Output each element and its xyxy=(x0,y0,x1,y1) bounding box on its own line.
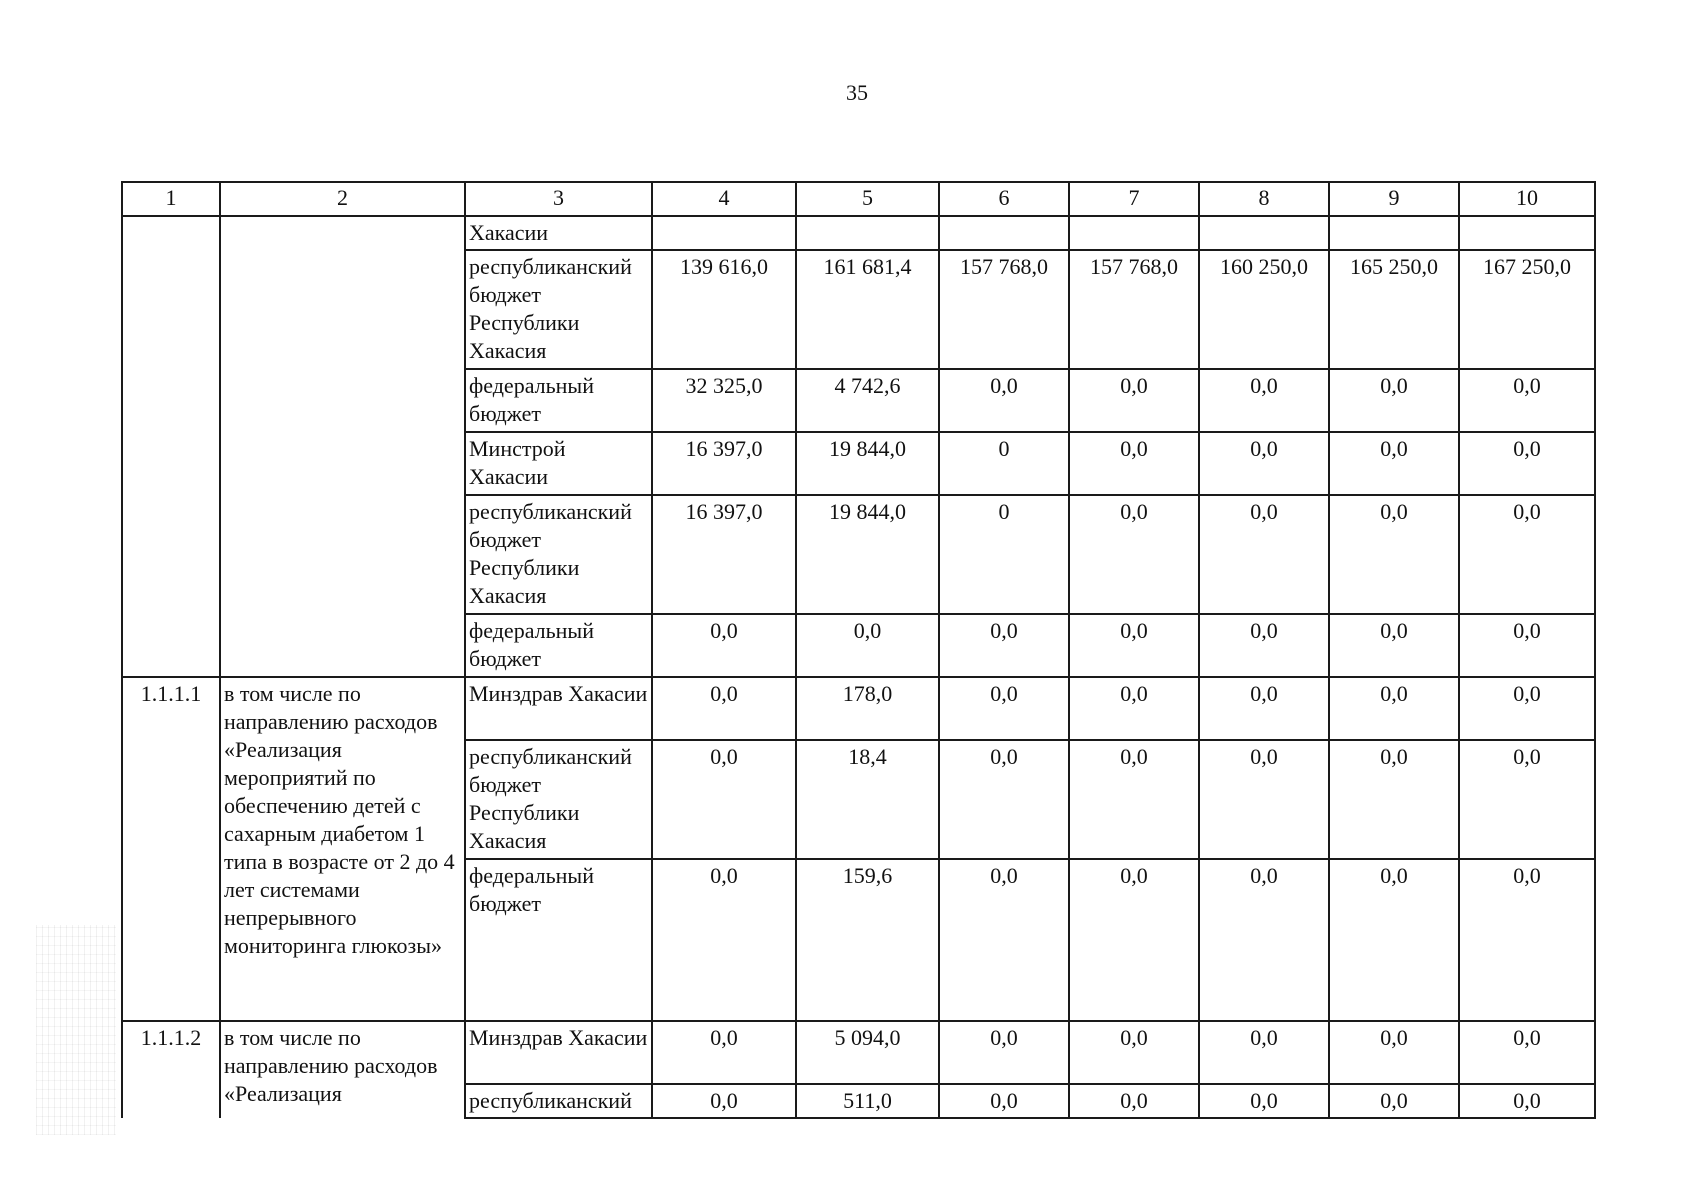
value-cell: 0,0 xyxy=(939,1084,1069,1118)
value-cell: 16 397,0 xyxy=(652,432,796,495)
item-code: 1.1.1.1 xyxy=(122,677,220,1021)
value-cell: 19 844,0 xyxy=(796,432,939,495)
value-cell: 0,0 xyxy=(652,614,796,677)
value-cell: 0,0 xyxy=(1329,495,1459,614)
value-cell: 0,0 xyxy=(1069,369,1199,432)
value-cell xyxy=(1199,216,1329,250)
value-cell: 5 094,0 xyxy=(796,1021,939,1084)
value-cell: 0,0 xyxy=(939,740,1069,859)
value-cell: 0,0 xyxy=(1459,1084,1595,1118)
value-cell: 0,0 xyxy=(1459,614,1595,677)
value-cell: 0,0 xyxy=(1199,614,1329,677)
value-cell: 0 xyxy=(939,495,1069,614)
source-cell: республиканский xyxy=(465,1084,652,1118)
source-cell: республиканский бюджет Республики Хакасия xyxy=(465,740,652,859)
value-cell: 0 xyxy=(939,432,1069,495)
source-cell: федеральный бюджет xyxy=(465,614,652,677)
header-cell: 5 xyxy=(796,182,939,216)
value-cell xyxy=(1329,216,1459,250)
value-cell: 0,0 xyxy=(1069,432,1199,495)
value-cell: 0,0 xyxy=(1459,1021,1595,1084)
value-cell: 0,0 xyxy=(1329,614,1459,677)
value-cell: 0,0 xyxy=(652,1084,796,1118)
value-cell: 0,0 xyxy=(1459,495,1595,614)
value-cell: 0,0 xyxy=(1329,1084,1459,1118)
value-cell: 0,0 xyxy=(1459,740,1595,859)
value-cell: 157 768,0 xyxy=(939,250,1069,369)
budget-table xyxy=(121,181,1596,1119)
value-cell: 32 325,0 xyxy=(652,369,796,432)
value-cell: 0,0 xyxy=(1069,614,1199,677)
header-cell: 8 xyxy=(1199,182,1329,216)
value-cell: 139 616,0 xyxy=(652,250,796,369)
item-code: 1.1.1.2 xyxy=(122,1021,220,1118)
value-cell: 18,4 xyxy=(796,740,939,859)
value-cell: 157 768,0 xyxy=(1069,250,1199,369)
code-cell xyxy=(122,216,220,677)
item-description: в том числе по направлению расходов «Реализация xyxy=(220,1021,465,1118)
value-cell: 0,0 xyxy=(1199,740,1329,859)
value-cell: 0,0 xyxy=(1329,1021,1459,1084)
value-cell: 0,0 xyxy=(1069,859,1199,1021)
value-cell: 0,0 xyxy=(1069,677,1199,740)
page-number: 35 xyxy=(846,80,868,105)
value-cell: 0,0 xyxy=(1329,740,1459,859)
value-cell: 167 250,0 xyxy=(1459,250,1595,369)
header-cell: 2 xyxy=(220,182,465,216)
value-cell: 0,0 xyxy=(1069,740,1199,859)
value-cell: 0,0 xyxy=(939,1021,1069,1084)
value-cell: 0,0 xyxy=(1069,1084,1199,1118)
value-cell: 0,0 xyxy=(1069,495,1199,614)
value-cell: 0,0 xyxy=(1199,369,1329,432)
table-row xyxy=(122,216,1595,250)
scan-artifact xyxy=(36,925,116,1135)
value-cell xyxy=(652,216,796,250)
source-cell: Минздрав Хакасии xyxy=(465,677,652,740)
value-cell: 0,0 xyxy=(652,677,796,740)
value-cell: 0,0 xyxy=(1069,1021,1199,1084)
value-cell: 0,0 xyxy=(1459,432,1595,495)
value-cell: 0,0 xyxy=(1199,859,1329,1021)
value-cell: 178,0 xyxy=(796,677,939,740)
value-cell: 0,0 xyxy=(1459,677,1595,740)
value-cell: 0,0 xyxy=(1199,677,1329,740)
value-cell: 0,0 xyxy=(939,614,1069,677)
value-cell: 0,0 xyxy=(1329,677,1459,740)
item-description: в том числе по направлению расходов «Реализация мероприятий по обеспечению детей с сахарным диабетом 1 типа в возрасте от 2 до 4 лет системами непрерывного мониторинга глюкозы» xyxy=(220,677,465,1021)
value-cell: 0,0 xyxy=(1199,495,1329,614)
source-cell: республиканский бюджет Республики Хакасия xyxy=(465,250,652,369)
table-row xyxy=(122,677,1595,740)
value-cell: 165 250,0 xyxy=(1329,250,1459,369)
header-cell: 9 xyxy=(1329,182,1459,216)
value-cell: 0,0 xyxy=(1329,859,1459,1021)
value-cell: 0,0 xyxy=(939,677,1069,740)
source-cell: Минздрав Хакасии xyxy=(465,1021,652,1084)
value-cell xyxy=(796,216,939,250)
source-cell: Хакасии xyxy=(465,216,652,250)
value-cell: 159,6 xyxy=(796,859,939,1021)
header-cell: 1 xyxy=(122,182,220,216)
value-cell: 0,0 xyxy=(1459,369,1595,432)
value-cell xyxy=(939,216,1069,250)
source-cell: Минстрой Хакасии xyxy=(465,432,652,495)
header-cell: 6 xyxy=(939,182,1069,216)
value-cell: 0,0 xyxy=(1459,859,1595,1021)
value-cell xyxy=(1459,216,1595,250)
value-cell xyxy=(1069,216,1199,250)
value-cell: 161 681,4 xyxy=(796,250,939,369)
source-cell: федеральный бюджет xyxy=(465,859,652,1021)
value-cell: 4 742,6 xyxy=(796,369,939,432)
header-cell: 4 xyxy=(652,182,796,216)
value-cell: 0,0 xyxy=(939,859,1069,1021)
description-cell xyxy=(220,216,465,677)
value-cell: 0,0 xyxy=(1329,369,1459,432)
value-cell: 0,0 xyxy=(1199,1084,1329,1118)
header-row xyxy=(122,182,1595,216)
value-cell: 0,0 xyxy=(939,369,1069,432)
header-cell: 10 xyxy=(1459,182,1595,216)
source-cell: республиканский бюджет Республики Хакасия xyxy=(465,495,652,614)
value-cell: 0,0 xyxy=(652,740,796,859)
value-cell: 0,0 xyxy=(652,1021,796,1084)
value-cell: 160 250,0 xyxy=(1199,250,1329,369)
value-cell: 0,0 xyxy=(796,614,939,677)
value-cell: 511,0 xyxy=(796,1084,939,1118)
value-cell: 16 397,0 xyxy=(652,495,796,614)
source-cell: федеральный бюджет xyxy=(465,369,652,432)
table-row xyxy=(122,1021,1595,1084)
value-cell: 0,0 xyxy=(652,859,796,1021)
header-cell: 3 xyxy=(465,182,652,216)
value-cell: 0,0 xyxy=(1329,432,1459,495)
value-cell: 0,0 xyxy=(1199,1021,1329,1084)
value-cell: 19 844,0 xyxy=(796,495,939,614)
header-cell: 7 xyxy=(1069,182,1199,216)
value-cell: 0,0 xyxy=(1199,432,1329,495)
